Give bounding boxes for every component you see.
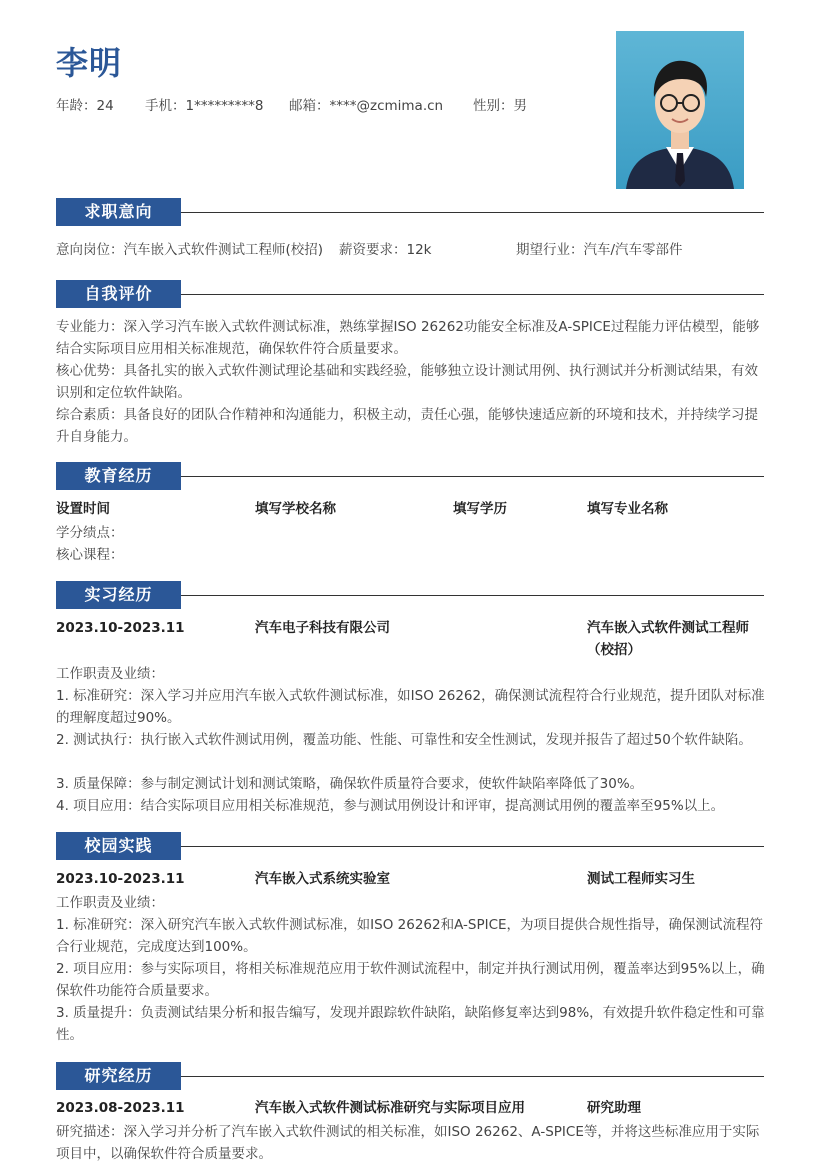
phone-field: 手机：1*********8 xyxy=(145,98,264,114)
self-eval-strengths: 核心优势：具备扎实的嵌入式软件测试理论基础和实践经验，能够独立设计测试用例、执行测试并分析测试结果，有效识别和定位软件缺陷。 xyxy=(56,363,758,401)
campus-item: 1. 标准研究：深入研究汽车嵌入式软件测试标准，如ISO 26262和A-SPICE，为项目提供合规性指导，确保测试流程符合行业规范，完成度达到100%。 xyxy=(56,917,764,955)
intern-role: 汽车嵌入式软件测试工程师 xyxy=(587,620,749,636)
section-title: 求职意向 xyxy=(56,198,181,226)
section-self-evaluation xyxy=(56,280,764,308)
section-divider xyxy=(181,595,764,596)
research-role: 研究助理 xyxy=(587,1100,641,1116)
gender-field: 性别：男 xyxy=(473,98,527,114)
research-date: 2023.08-2023.11 xyxy=(56,1100,185,1116)
campus-item: 2. 项目应用：参与实际项目，将相关标准规范应用于软件测试流程中，制定并执行测试用例，覆盖率达到95%以上，确保软件功能符合质量要求。 xyxy=(56,961,765,999)
section-internship xyxy=(56,581,764,609)
section-divider xyxy=(181,294,764,295)
age-field: 年龄：24 xyxy=(56,98,114,114)
expected-industry: 期望行业：汽车/汽车零部件 xyxy=(516,242,683,258)
research-description: 研究描述：深入学习并分析了汽车嵌入式软件测试的相关标准，如ISO 26262、A-SPICE等，并将这些标准应用于实际项目中，以确保软件符合质量要求。 xyxy=(56,1124,760,1162)
edu-courses: 核心课程： xyxy=(56,547,124,563)
campus-date: 2023.10-2023.11 xyxy=(56,871,185,887)
section-title: 自我评价 xyxy=(56,280,181,308)
self-eval-professional: 专业能力：深入学习汽车嵌入式软件测试标准，熟练掌握ISO 26262功能安全标准及A-SPICE过程能力评估模型，能够结合实际项目应用相关标准规范，确保软件符合质量要求。 xyxy=(56,319,760,357)
candidate-name: 李明 xyxy=(56,44,123,82)
intern-item: 1. 标准研究：深入学习并应用汽车嵌入式软件测试标准，如ISO 26262，确保测试流程符合行业规范，提升团队对标准的理解度超过90%。 xyxy=(56,688,765,726)
intern-item: 4. 项目应用：结合实际项目应用相关标准规范，参与测试用例设计和评审，提高测试用例的覆盖率至95%以上。 xyxy=(56,798,725,814)
edu-school: 填写学校名称 xyxy=(255,501,336,517)
section-divider xyxy=(181,1076,764,1077)
campus-item: 3. 质量提升：负责测试结果分析和报告编写，发现并跟踪软件缺陷，缺陷修复率达到98%，有效提升软件稳定性和可靠性。 xyxy=(56,1005,765,1043)
campus-org: 汽车嵌入式系统实验室 xyxy=(255,871,390,887)
section-divider xyxy=(181,476,764,477)
intern-date: 2023.10-2023.11 xyxy=(56,620,185,636)
intern-company: 汽车电子科技有限公司 xyxy=(255,620,390,636)
profile-photo xyxy=(616,31,744,189)
person-portrait-icon xyxy=(616,31,744,189)
section-job-intent xyxy=(56,198,764,226)
section-campus-practice xyxy=(56,832,764,860)
edu-time: 设置时间 xyxy=(56,501,110,517)
campus-role: 测试工程师实习生 xyxy=(587,871,695,887)
self-eval-qualities: 综合素质：具备良好的团队合作精神和沟通能力，积极主动，责任心强，能够快速适应新的环境和技术，并持续学习提升自身能力。 xyxy=(56,407,758,445)
intern-item: 3. 质量保障：参与制定测试计划和测试策略，确保软件质量符合要求，使软件缺陷率降低了30%。 xyxy=(56,776,644,792)
section-research xyxy=(56,1062,764,1090)
intern-role-suffix: （校招） xyxy=(587,642,641,658)
section-title: 校园实践 xyxy=(56,832,181,860)
intern-item: 2. 测试执行：执行嵌入式软件测试用例，覆盖功能、性能、可靠性和安全性测试，发现并报告了超过50个软件缺陷。 xyxy=(56,732,752,748)
edu-major: 填写专业名称 xyxy=(587,501,668,517)
salary-expectation: 薪资要求：12k xyxy=(339,242,432,258)
section-title: 研究经历 xyxy=(56,1062,181,1090)
research-project: 汽车嵌入式软件测试标准研究与实际项目应用 xyxy=(255,1100,525,1116)
intended-position: 意向岗位：汽车嵌入式软件测试工程师(校招) xyxy=(56,242,324,258)
intern-duties-label: 工作职责及业绩： xyxy=(56,666,164,682)
campus-duties-label: 工作职责及业绩： xyxy=(56,895,164,911)
edu-degree: 填写学历 xyxy=(453,501,507,517)
email-field: 邮箱：****@zcmima.cn xyxy=(289,98,444,114)
section-divider xyxy=(181,846,764,847)
section-title: 实习经历 xyxy=(56,581,181,609)
edu-gpa: 学分绩点： xyxy=(56,525,124,541)
section-title: 教育经历 xyxy=(56,462,181,490)
section-education xyxy=(56,462,764,490)
section-divider xyxy=(181,212,764,213)
